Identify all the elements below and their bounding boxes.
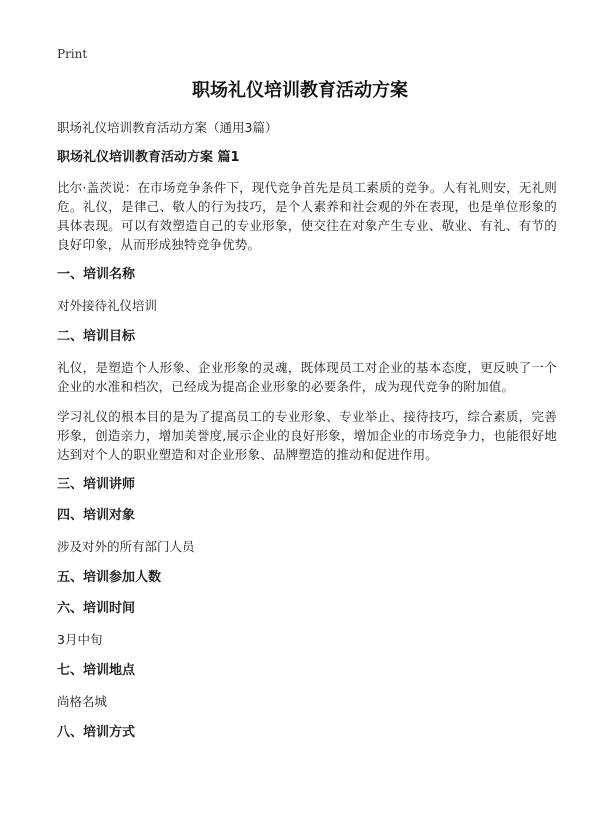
intro-paragraph: 比尔·盖茨说：在市场竞争条件下，现代竞争首先是员工素质的竞争。人有礼则安，无礼则危。礼仪，是律己、敬人的行为技巧，是个人素养和社会观的外在表现，也是单位形象的具体表现。可以有效塑造自己的专业形象，使交往在对象产生专业、敬业、有礼、有节的良好印象，从而形成独特竞争优势。 — [57, 180, 557, 252]
chapter-title: 职场礼仪培训教育活动方案 篇1 — [57, 150, 240, 165]
document-body — [57, 118, 557, 754]
print-label[interactable]: Print — [57, 47, 88, 61]
training-goal-paragraph-1: 礼仪，是塑造个人形象、企业形象的灵魂，既体现员工对企业的基本态度，更反映了一个企业的水准和档次，已经成为提高企业形象的必要条件，成为现代竞争的附加值。 — [57, 360, 557, 394]
section-heading-participant-count: 五、培训参加人数 — [57, 570, 162, 585]
audience-text: 涉及对外的所有部门人员 — [57, 539, 195, 554]
document-subtitle: 职场礼仪培训教育活动方案（通用3篇） — [57, 120, 278, 135]
section-heading-training-goal: 二、培训目标 — [57, 329, 136, 344]
training-name-text: 对外接待礼仪培训 — [57, 298, 158, 313]
training-goal-paragraph-2: 学习礼仪的根本目的是为了提高员工的专业形象、专业举止、接待技巧，综合素质，完善形象，创造亲力，增加美誉度,展示企业的良好形象，增加企业的市场竞争力，也能很好地达到对个人的职业塑造和对企业形象、品牌塑造的推动和促进作用。 — [57, 409, 557, 462]
document-title: 职场礼仪培训教育活动方案 — [192, 80, 408, 101]
section-heading-training-time: 六、培训时间 — [57, 601, 136, 616]
section-heading-training-location: 七、培训地点 — [57, 663, 136, 678]
section-heading-training-name: 一、培训名称 — [57, 267, 136, 282]
section-heading-audience: 四、培训对象 — [57, 508, 136, 523]
section-heading-training-method: 八、培训方式 — [57, 725, 136, 740]
section-heading-trainer: 三、培训讲师 — [57, 477, 136, 492]
training-location-text: 尚格名城 — [57, 694, 108, 709]
training-time-text: 3月中旬 — [57, 632, 103, 647]
